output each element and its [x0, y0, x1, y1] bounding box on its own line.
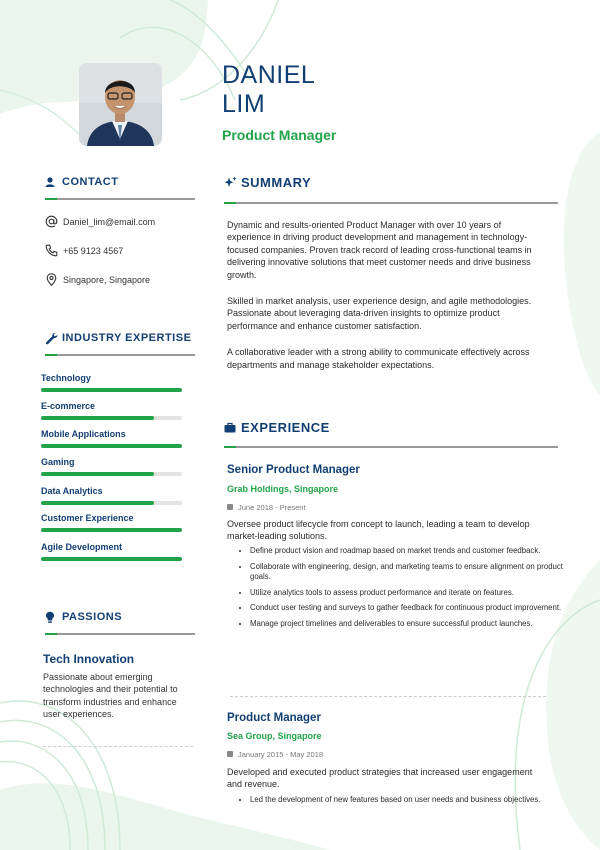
passions-divider: [45, 633, 195, 635]
job-bullets: [240, 795, 566, 811]
skill-item: [41, 457, 182, 467]
job-description: Developed and executed product strategies that increased user engagement and revenue.: [227, 767, 533, 790]
summary-paragraph: Dynamic and results-oriented Product Manager with over 10 years of experience in driving product development and management in technology-focused companies. Proven track record of leading cross-functional teams in delivering innovative solutions that meet customer needs and drive business growth.: [227, 220, 532, 280]
skill-bar: [41, 501, 182, 505]
skill-bar: [41, 416, 182, 420]
expertise-heading: [45, 332, 195, 358]
summary-paragraph: A collaborative leader with a strong ability to communicate effectively across departments and manage stakeholder expectations.: [227, 347, 530, 370]
skill-label: E-commerce: [41, 401, 96, 411]
job-dates: [227, 503, 306, 512]
last-name: LIM: [222, 90, 266, 118]
left-dashed-divider: [43, 746, 193, 747]
job-bullet: • Define product vision and roadmap based on market trends and customer feedback.: [250, 546, 566, 556]
summary-paragraph: Skilled in market analysis, user experience design, and agile methodologies. Passionate about leveraging data-driven insights to optimize product performance and enhance customer satisfaction.: [227, 296, 532, 331]
at-icon: [45, 215, 58, 228]
experience-divider: [224, 446, 558, 448]
job-dates-text: January 2015 - May 2018: [238, 750, 324, 759]
skill-item: [41, 429, 182, 439]
experience-heading: [224, 421, 558, 449]
skill-bar-fill: [41, 472, 154, 476]
skill-bar: [41, 444, 182, 448]
calendar-icon: [227, 751, 233, 757]
job-dates: [227, 750, 323, 759]
experience-dashed-divider: [230, 696, 546, 697]
summary-heading-text: SUMMARY: [241, 175, 312, 190]
contact-divider: [45, 198, 195, 200]
calendar-icon: [227, 504, 233, 510]
lightbulb-icon: [45, 611, 59, 625]
job-position: Product Manager: [227, 712, 321, 724]
job-description: Oversee product lifecycle from concept to launch, leading a team to develop market-leading solutions.: [227, 519, 530, 542]
skill-label: Data Analytics: [41, 486, 103, 496]
skill-label: Gaming: [41, 457, 75, 467]
summary-text: [227, 219, 547, 385]
job-company: Grab Holdings, Singapore: [227, 484, 339, 494]
job-dates-text: June 2018 - Present: [238, 503, 306, 512]
skill-bar: [41, 557, 182, 561]
skill-item: [41, 401, 182, 411]
job-bullet: • Conduct user testing and surveys to gather feedback for continuous product improvement.: [250, 603, 566, 613]
skill-bar-fill: [41, 444, 182, 448]
contact-heading: [45, 176, 195, 202]
phone-text: +65 9123 4567: [63, 246, 124, 256]
skill-label: Customer Experience: [41, 513, 134, 523]
skill-label: Agile Development: [41, 542, 123, 552]
summary-divider: [224, 202, 558, 204]
phone-icon: [45, 244, 58, 257]
contact-heading-text: CONTACT: [62, 176, 119, 188]
first-name: DANIEL: [222, 61, 316, 89]
job-bullet: • Collaborate with engineering, design, and marketing teams to ensure alignment on product goals.: [250, 562, 566, 582]
skill-label: Mobile Applications: [41, 429, 126, 439]
skill-item: [41, 542, 182, 552]
skill-bar: [41, 472, 182, 476]
job-bullet: • Led the development of new features based on user needs and business objectives.: [250, 795, 566, 805]
skill-item: [41, 513, 182, 523]
job-position: Senior Product Manager: [227, 464, 360, 476]
job-title-header: Product Manager: [222, 127, 337, 143]
skill-bar-fill: [41, 501, 154, 505]
skill-bar: [41, 528, 182, 532]
skill-bar-fill: [41, 528, 182, 532]
skill-bar-fill: [41, 557, 182, 561]
location-pin-icon: [45, 273, 58, 286]
expertise-divider: [45, 354, 195, 356]
job-company: Sea Group, Singapore: [227, 731, 322, 741]
experience-heading-text: EXPERIENCE: [241, 420, 330, 435]
job-bullet: • Utilize analytics tools to assess product performance and iterate on features.: [250, 588, 566, 598]
passion-description: Passionate about emerging technologies and their potential to transform industries and enhance user experiences.: [43, 672, 178, 720]
skill-bar-fill: [41, 388, 182, 392]
sparkle-icon: [224, 176, 238, 190]
passions-heading-text: PASSIONS: [62, 611, 123, 623]
summary-heading: [224, 176, 558, 204]
passions-heading: [45, 611, 195, 637]
skill-bar-fill: [41, 416, 154, 420]
job-bullet: • Manage project timelines and deliverables to ensure successful product launches.: [250, 619, 566, 629]
skill-bar: [41, 388, 182, 392]
skill-item: [41, 373, 182, 383]
expertise-heading-text: INDUSTRY EXPERTISE: [62, 332, 192, 344]
skill-label: Technology: [41, 373, 91, 383]
person-icon: [45, 176, 59, 190]
location-text: Singapore, Singapore: [63, 275, 151, 285]
skill-item: [41, 486, 182, 496]
candidate-name: [222, 61, 315, 119]
passion-title: Tech Innovation: [43, 652, 135, 666]
profile-photo: [79, 63, 162, 146]
email-text: Daniel_lim@email.com: [63, 217, 156, 227]
briefcase-icon: [224, 421, 238, 435]
job-bullets: [240, 546, 566, 635]
wrench-icon: [45, 332, 59, 346]
